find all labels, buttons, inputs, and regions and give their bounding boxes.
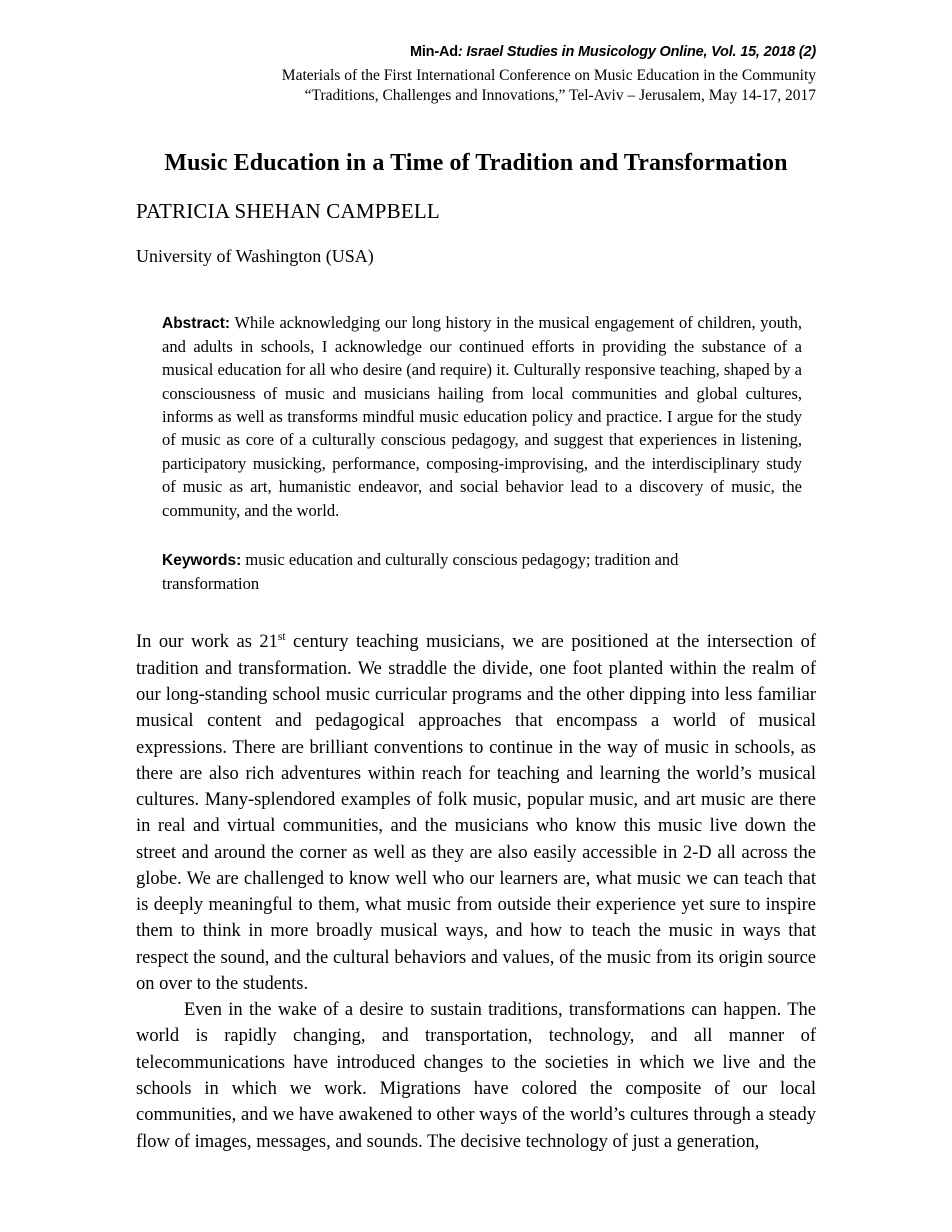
conference-line-1: Materials of the First International Conference on Music Education in the Community (281, 67, 816, 84)
body-paragraph-2: Even in the wake of a desire to sustain traditions, transformations can happen. The world is rapidly changing, and transportation, technology, and all manner of telecommunications have introduced changes to the societies in which we live and the schools in which we work. Migrations have colored the composite of our local communities, and we have awakened to other ways of the world’s cultures through a steady flow of images, messages, and sounds. The decisive technology of just a generation, (136, 1000, 816, 1152)
journal-running-head (136, 44, 816, 60)
abstract-text: While acknowledging our long history in the musical engagement of children, youth, and adults in schools, I acknowledge our continued efforts in providing the substance of a musical education for all who desire (and require) it. Culturally responsive teaching, shaped by a consciousness of music and musicians hailing from local communities and global cultures, informs as well as transforms mindful music education policy and practice. I argue for the study of music as core of a culturally conscious pedagogy, and suggest that experiences in listening, participatory musicking, performance, composing-improvising, and the interdisciplinary study of music as art, humanistic endeavor, and social behavior lead to a discovery of music, the community, and the world. (162, 312, 802, 520)
abstract-block (162, 311, 816, 522)
abstract-label: Abstract: (162, 314, 231, 332)
body-paragraph-1 (136, 629, 816, 997)
author-name: PATRICIA SHEHAN CAMPBELL (136, 198, 440, 223)
journal-issue: : Israel Studies in Musicology Online, Vol. 15, 2018 (2) (457, 44, 816, 60)
body-paragraph-1-part1: In our work as 21 (136, 632, 278, 653)
page-title: Music Education in a Time of Tradition and Transformation (164, 149, 788, 176)
keywords-text: music education and culturally conscious pedagogy; tradition and transformation (162, 550, 679, 594)
author-affiliation: University of Washington (USA) (136, 245, 374, 266)
ordinal-superscript: st (277, 631, 286, 644)
conference-line-2: “Traditions, Challenges and Innovations,” Tel-Aviv – Jerusalem, May 14-17, 2017 (304, 86, 816, 104)
abstract-paragraph (162, 311, 802, 522)
keywords-label: Keywords: (162, 552, 242, 570)
keywords-block (162, 548, 816, 595)
body-paragraph-1-part2: century teaching musicians, we are positioned at the intersection of tradition and transformation. We straddle the divide, one foot planted within the realm of our long-standing school music curricular programs and the other dipping into less familiar musical content and pedagogical approaches that encompass a world of musical expressions. There are brilliant conventions to continue in the way of music in schools, as there are also rich adventures within reach for teaching and learning the world’s musical cultures. Many-splendored examples of folk music, popular music, and art music are there in real and virtual communities, and the musicians who know this music live down the street and around the corner as well as they are also easily accessible in 2-D all across the globe. We are challenged to know well who our learners are, what music we can teach that is deeply meaningful to them, what music from outside their experience yet sure to inspire them to think in more broadly musical ways, and how to teach the music in ways that respect the sound, and the cultural behaviors and values, of the music from its origin source on over to the students. (136, 632, 816, 994)
journal-name: Min-Ad (409, 44, 458, 60)
keywords-paragraph (162, 548, 726, 595)
article-body (136, 629, 816, 1154)
